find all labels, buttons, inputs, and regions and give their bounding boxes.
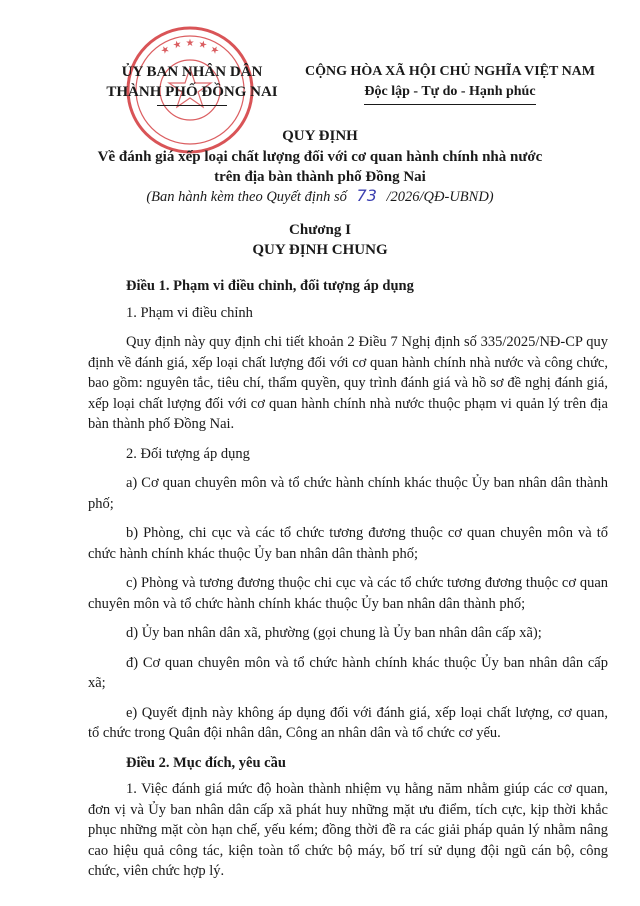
article-1-item-c: c) Phòng và tương đương thuộc chi cục và các tổ chức tương đương thuộc cơ quan chuyên môn và tổ chức hành chính khác thuộc Ủy ban nhân dân thành phố; — [88, 575, 608, 612]
national-motto: Độc lập - Tự do - Hạnh phúc — [364, 82, 535, 105]
document-body — [88, 276, 608, 891]
article-1-item-d: d) Ủy ban nhân dân xã, phường (gọi chung là Ủy ban nhân dân cấp xã); — [126, 625, 542, 641]
issuance-suffix: /2026/QĐ-UBND) — [386, 189, 494, 205]
article-1-item-b: b) Phòng, chi cục và các tổ chức tương đương thuộc cơ quan chuyên môn và tổ chức hành chính khác thuộc Ủy ban nhân dân thành phố; — [88, 525, 608, 562]
agency-line-1: ỦY BAN NHÂN DÂN — [121, 64, 263, 80]
article-1-clause-2: 2. Đối tượng áp dụng — [126, 445, 250, 462]
nation-name: CỘNG HÒA XÃ HỘI CHỦ NGHĨA VIỆT NAM — [304, 64, 595, 79]
decision-number: 73 — [356, 186, 377, 205]
issuance-note — [0, 186, 640, 206]
issuance-prefix: (Ban hành kèm theo Quyết định số — [146, 189, 347, 205]
agency-line-2: THÀNH PHỐ ĐỒNG NAI — [106, 84, 278, 100]
document-type: QUY ĐỊNH — [282, 128, 358, 144]
article-1-clause-1-text: Quy định này quy định chi tiết khoản 2 Điều 7 Nghị định số 335/2025/NĐ-CP quy định về đánh giá, xếp loại chất lượng đối với cơ quan hành chính nhà nước và công chức, bao gồm: nguyên tắc, tiêu chí, thẩm quyền, quy trình đánh giá và hồ sơ đề nghị đánh giá, xếp loại chất lượng đối với cơ quan hành chính nhà nước thuộc phạm vi quản lý trên địa bàn thành phố Đồng Nai. — [88, 334, 608, 432]
chapter-name: QUY ĐỊNH CHUNG — [252, 242, 388, 258]
national-heading — [300, 62, 600, 105]
article-1-item-e: e) Quyết định này không áp dụng đối với đánh giá, xếp loại chất lượng, cơ quan, tổ chức trong Quân đội nhân dân, Công an nhân dân và tổ chức cơ yếu. — [88, 704, 608, 741]
agency-underline — [157, 105, 227, 106]
issuing-agency — [92, 62, 292, 106]
article-1-title: Điều 1. Phạm vi điều chỉnh, đối tượng áp dụng — [126, 278, 414, 294]
article-2-title: Điều 2. Mục đích, yêu cầu — [126, 754, 286, 771]
article-1-item-a: a) Cơ quan chuyên môn và tổ chức hành chính khác thuộc Ủy ban nhân dân thành phố; — [88, 475, 608, 512]
svg-text:★ ★ ★ ★ ★: ★ ★ ★ ★ ★ — [158, 38, 222, 58]
document-subject — [60, 147, 580, 187]
article-2-clause-1: 1. Việc đánh giá mức độ hoàn thành nhiệm vụ hằng năm nhằm giúp các cơ quan, đơn vị và Ủy ban nhân dân cấp xã phát huy những mặt ưu điểm, tích cực, kịp thời khắc phục những mặt còn hạn chế, yếu kém; đồng thời đề ra các giải pháp quản lý nhằm nâng cao hiệu quả công tác, kiện toàn tổ chức bộ máy, bố trí sử dụng đội ngũ cán bộ, công chức, viên chức hợp lý. — [88, 781, 608, 879]
article-1-item-dd: đ) Cơ quan chuyên môn và tổ chức hành chính khác thuộc Ủy ban nhân dân cấp xã; — [88, 654, 608, 691]
subject-line-2: trên địa bàn thành phố Đồng Nai — [214, 169, 426, 185]
chapter-heading — [0, 220, 640, 260]
subject-line-1: Về đánh giá xếp loại chất lượng đối với cơ quan hành chính nhà nước — [97, 149, 543, 165]
chapter-number: Chương I — [289, 222, 351, 238]
article-1-clause-1: 1. Phạm vi điều chỉnh — [126, 304, 253, 321]
